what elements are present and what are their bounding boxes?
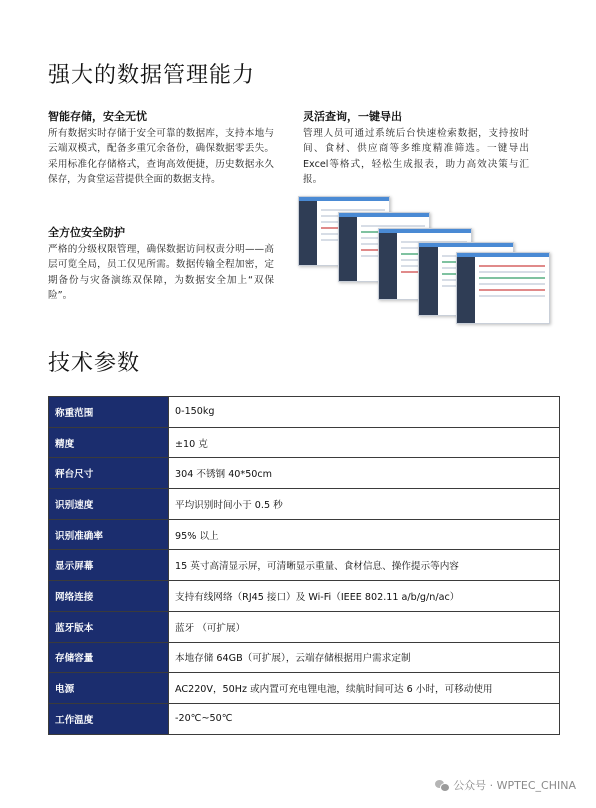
spec-key: 精度 [49,427,169,458]
spec-key: 存储容量 [49,642,169,673]
spec-row [49,489,560,520]
spec-key: 称重范围 [49,397,169,428]
spec-value: 支持有线网络（RJ45 接口）及 Wi-Fi（IEEE 802.11 a/b/g/n/ac） [169,581,560,612]
spec-value: ±10 克 [169,427,560,458]
spec-key: 识别速度 [49,489,169,520]
heading-security: 全方位安全防护 [48,226,125,239]
spec-row [49,673,560,704]
spec-key: 显示屏幕 [49,550,169,581]
spec-row [49,642,560,673]
paragraph-flexible-query: 管理人员可通过系统后台快速检索数据，支持按时间、食材、供应商等多维度精准筛选。一键导出Excel等格式，轻松生成报表，助力高效决策与汇报。 [303,128,529,186]
spec-value: 15 英寸高清显示屏，可清晰显示重量、食材信息、操作提示等内容 [169,550,560,581]
spec-row [49,550,560,581]
spec-key: 工作温度 [49,703,169,734]
spec-row [49,427,560,458]
paragraph-smart-storage: 所有数据实时存储于安全可靠的数据库，支持本地与云端双模式，配备多重冗余备份，确保数据零丢失。采用标准化存储格式，查询高效便捷，历史数据永久保存，为食堂运营提供全面的数据支持。 [48,128,274,186]
spec-value: 95% 以上 [169,519,560,550]
spec-key: 蓝牙版本 [49,611,169,642]
paragraph-security: 严格的分级权限管理，确保数据访问权责分明——高层可览全局，员工仅见所需。数据传输全程加密，定期备份与灾备演练双保障，为数据安全加上“双保险”。 [48,244,274,302]
spec-key: 电源 [49,673,169,704]
section-title-data-management: 强大的数据管理能力 [48,63,256,88]
spec-row [49,458,560,489]
watermark-text: 公众号 · WPTEC_CHINA [453,779,576,792]
spec-value: 蓝牙 （可扩展） [169,611,560,642]
spec-value: 本地存储 64GB（可扩展），云端存储根据用户需求定制 [169,642,560,673]
spec-value: 0-150kg [169,397,560,428]
watermark [435,777,576,793]
heading-flexible-query: 灵活查询，一键导出 [303,110,402,123]
spec-value: 平均识别时间小于 0.5 秒 [169,489,560,520]
screenshot-window [456,252,550,324]
section-title-tech-specs: 技术参数 [48,351,141,376]
wechat-icon [435,779,449,791]
spec-row [49,581,560,612]
spec-row [49,397,560,428]
spec-value: -20℃~50℃ [169,703,560,734]
spec-key: 识别准确率 [49,519,169,550]
spec-key: 网络连接 [49,581,169,612]
software-screenshots-image [298,196,548,322]
spec-row [49,519,560,550]
spec-value: AC220V，50Hz 或内置可充电锂电池，续航时间可达 6 小时，可移动使用 [169,673,560,704]
spec-value: 304 不锈钢 40*50cm [169,458,560,489]
spec-table [48,396,560,735]
spec-row [49,611,560,642]
spec-key: 秤台尺寸 [49,458,169,489]
heading-smart-storage: 智能存储，安全无忧 [48,110,147,123]
spec-row [49,703,560,734]
